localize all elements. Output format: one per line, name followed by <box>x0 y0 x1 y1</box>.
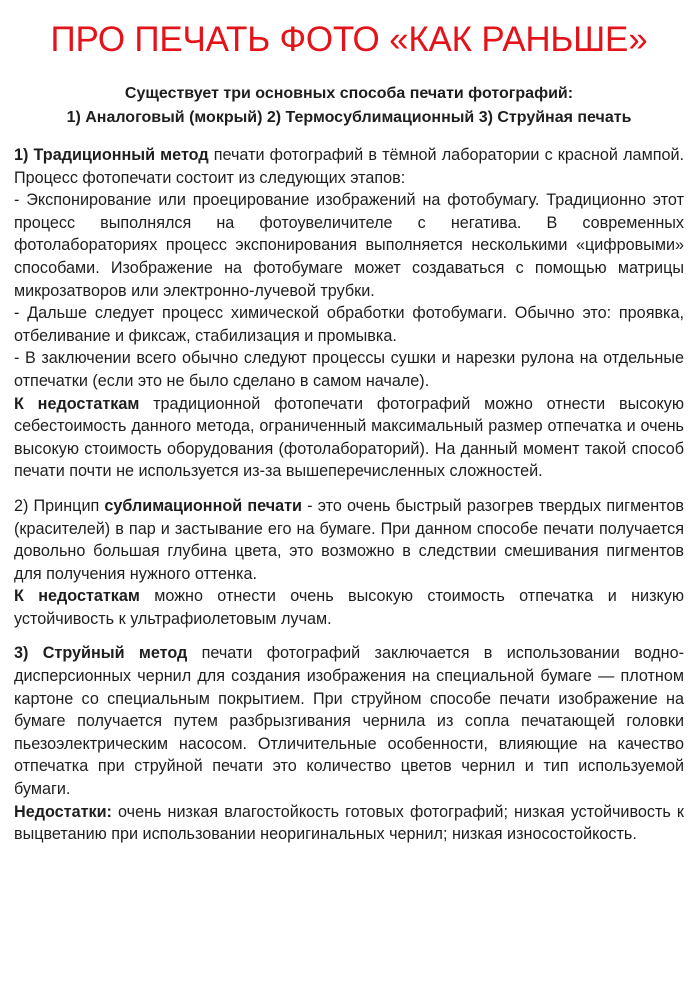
paragraph-lead: 2) Принцип <box>14 496 105 515</box>
paragraph-text: - это очень быстрый разогрев твердых пигментов (красителей) в пар и застывание его на бумаге. При данном способе печати получается довольно большая глубина цвета, это возможно в следствии смешивания пигментов для получения нужного оттенка. <box>14 496 684 583</box>
intro <box>14 82 684 130</box>
paragraph <box>14 495 684 585</box>
page-title: ПРО ПЕЧАТЬ ФОТО «КАК РАНЬШЕ» <box>50 20 648 59</box>
paragraph: - В заключении всего обычно следуют процессы сушки и нарезки рулона на отдельные отпечатки (если это не было сделано в самом начале). <box>14 349 684 390</box>
section-heading: 1) Традиционный метод <box>14 146 209 164</box>
section-inkjet <box>14 642 684 845</box>
section-sublimation <box>14 495 684 631</box>
paragraph-text: очень низкая влагостойкость готовых фотографий; низкая устойчивость к выцветанию при использовании неоригинальных чернил; низкая износостойкость. <box>14 802 684 844</box>
paragraph: - Экспонирование или проецирование изображений на фотобумагу. Традиционно этот процесс выполнялся на фотоувеличителе с негатива. В современных фотолабораториях процесс экспонирования выполняется несколькими «цифровыми» способами. Изображение на фотобумаге может создаваться с помощью матрицы микрозатворов или электронно-лучевой трубки. <box>14 191 684 300</box>
paragraph-text: можно отнести очень высокую стоимость отпечатка и низкую устойчивость к ультрафиолетовым лучам. <box>14 587 684 628</box>
intro-line-2: 1) Аналоговый (мокрый) 2) Термосублимационный 3) Струйная печать <box>66 109 632 126</box>
paragraph <box>14 642 684 800</box>
section-heading: 3) Струйный метод <box>14 644 188 663</box>
paragraph-text: традиционной фотопечати фотографий можно отнести высокую себестоимость данного метода, ограниченный максимальный размер отпечатка и очень высокую стоимость оборудования (фотолабораторий). На данный момент такой способ печати почти не используется из-за вышеперечисленных сложностей. <box>14 394 684 481</box>
paragraph <box>14 144 684 189</box>
paragraph: - Дальше следует процесс химической обработки фотобумаги. Обычно это: проявка, отбеливание и фиксаж, стабилизация и промывка. <box>14 304 684 345</box>
drawbacks-heading: К недостаткам <box>14 394 140 413</box>
drawbacks-heading: К недостаткам <box>14 587 140 606</box>
intro-line-1: Существует три основных способа печати фотографий: <box>124 85 574 102</box>
paragraph-text: печати фотографий заключается в использовании водно-дисперсионных чернил для создания изображения на специальной бумаге — плотном картоне со специальным покрытием. При струйном способе печати изображение на бумаге получается путем разбрызгивания чернила из сопла печатающей головки пьезоэлектрическим насосом. Отличительные особенности, влияющие на качество отпечатка при струйной печати это количество цветов чернил и тип используемой бумаги. <box>14 644 684 799</box>
paragraph <box>14 585 684 630</box>
drawbacks-heading: Недостатки: <box>14 802 112 821</box>
section-traditional <box>14 144 684 483</box>
paragraph-text: печати фотографий в тёмной лаборатории с красной лампой. Процесс фотопечати состоит из следующих этапов: <box>14 146 685 187</box>
paragraph <box>14 393 684 483</box>
section-heading: сублимационной печати <box>104 496 302 515</box>
paragraph <box>14 801 684 846</box>
